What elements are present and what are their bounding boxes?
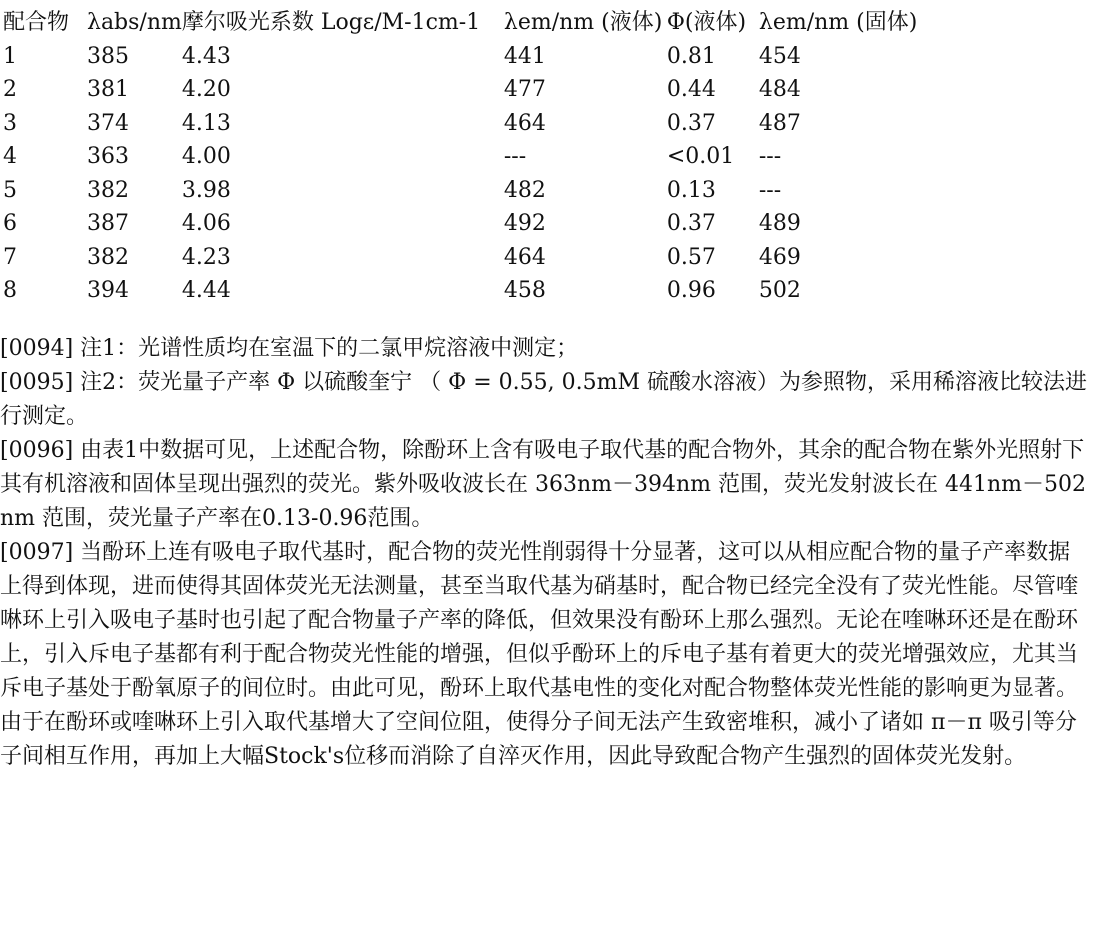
cell-quantum-yield: 0.37 [666,110,716,136]
cell-complex: 1 [3,43,17,69]
cell-absorption: 381 [87,77,129,102]
paragraph-text: 当酚环上连有吸电子取代基时，配合物的荧光性削弱得十分显著，这可以从相应配合物的量子产率数据上得到体现，进而使得其固体荧光无法测量，甚至当取代基为硝基时，配合物已经完全没有了荧光性能。尽管喹啉环上引入吸电子基时也引起了配合物量子产率的降低，但效果没有酚环上那么强烈。无论在喹啉环还是在酚环上，引入斥电子基都有利于配合物荧光性能的增强，但似乎酚环上的斥电子基有着更大的荧光增强效应，尤其当斥电子基处于酚氧原子的间位时。由此可见，酚环上取代基电性的变化对配合物整体荧光性能的影响更为显著。由于在酚环或喹啉环上引入取代基增大了空间位阻，使得分子间无法产生致密堆积，减小了诸如 π－π 吸引等分子间相互作用，再加上大幅Stock's位移而消除了自淬灭作用，因此导致配合物产生强烈的固体荧光发射。 [0,540,1079,769]
cell-absorption: 363 [87,144,129,169]
cell-log-epsilon: 4.44 [181,278,231,303]
header-emission-liquid: λem/nm (液体) [503,10,663,35]
cell-emission-solid: 487 [758,110,801,136]
cell-complex: 3 [3,110,17,136]
cell-complex: 8 [3,278,17,303]
cell-absorption: 394 [87,278,129,303]
cell-complex: 6 [3,211,17,236]
cell-emission-liquid: 477 [503,77,546,102]
paragraph-number: [0097] [0,540,74,565]
table-row [0,140,917,174]
cell-emission-liquid: 492 [503,211,546,236]
cell-emission-liquid: 458 [503,278,546,303]
photophysical-data-table [0,6,917,308]
header-molar-absorptivity: 摩尔吸光系数 Logε/M-1cm-1 [181,10,481,35]
paragraph-number: [0096] [0,438,74,463]
cell-log-epsilon: 4.13 [181,110,231,136]
cell-log-epsilon: 3.98 [181,177,231,203]
cell-absorption: 374 [87,110,129,136]
cell-emission-solid: 469 [758,244,801,270]
table-row [0,274,917,308]
cell-quantum-yield: 0.96 [666,278,716,303]
cell-complex: 2 [3,77,17,102]
cell-complex: 7 [3,244,17,270]
cell-quantum-yield: <0.01 [666,144,735,169]
cell-emission-solid: 454 [758,43,801,69]
paragraph-0096 [0,434,1092,536]
header-emission-solid: λem/nm (固体) [758,10,918,35]
cell-log-epsilon: 4.20 [181,77,231,102]
cell-emission-liquid: --- [503,144,527,169]
notes-section [0,332,1092,774]
cell-absorption: 385 [87,43,129,69]
cell-emission-liquid: 441 [503,43,546,69]
cell-quantum-yield: 0.57 [666,244,716,270]
cell-emission-liquid: 464 [503,110,546,136]
table-row [0,40,917,74]
cell-emission-solid: 484 [758,77,801,102]
cell-quantum-yield: 0.44 [666,77,716,102]
paragraph-0094 [0,332,1092,366]
cell-absorption: 382 [87,177,129,203]
table-header [0,6,917,40]
cell-emission-solid: 502 [758,278,801,303]
table-row [0,73,917,107]
table-row [0,207,917,241]
cell-log-epsilon: 4.06 [181,211,231,236]
paragraph-text: 由表1中数据可见，上述配合物，除酚环上含有吸电子取代基的配合物外，其余的配合物在紫外光照射下其有机溶液和固体呈现出强烈的荧光。紫外吸收波长在 363nm－394nm 范围，荧光发射波长在 441nm－502nm 范围，荧光量子产率在0.13-0.96范围。 [0,438,1087,531]
table-row [0,107,917,141]
cell-quantum-yield: 0.13 [666,177,716,203]
cell-log-epsilon: 4.23 [181,244,231,270]
table-row [0,174,917,208]
cell-complex: 5 [3,177,17,203]
header-quantum-yield-liquid: Φ(液体) [666,10,747,35]
cell-log-epsilon: 4.00 [181,144,231,169]
header-complex: 配合物 [3,10,70,35]
table-row [0,241,917,275]
paragraph-text: 注1：光谱性质均在室温下的二氯甲烷溶液中测定； [80,336,579,361]
cell-log-epsilon: 4.43 [181,43,231,69]
paragraph-number: [0095] [0,370,74,395]
cell-emission-solid: --- [758,144,782,169]
cell-quantum-yield: 0.81 [666,43,716,69]
cell-emission-liquid: 464 [503,244,546,270]
header-absorption-wavelength: λabs/nm [87,10,182,35]
paragraph-number: [0094] [0,336,74,361]
cell-absorption: 387 [87,211,129,236]
cell-emission-liquid: 482 [503,177,546,203]
table-body [0,40,917,308]
paragraph-0097 [0,536,1092,774]
cell-absorption: 382 [87,244,129,270]
cell-complex: 4 [3,144,17,169]
cell-quantum-yield: 0.37 [666,211,716,236]
cell-emission-solid: --- [758,177,782,203]
paragraph-0095 [0,366,1092,434]
cell-emission-solid: 489 [758,211,801,236]
table-header-row [0,6,917,40]
paragraph-text: 注2：荧光量子产率 Φ 以硫酸奎宁 （ Φ = 0.55, 0.5mM 硫酸水溶液）为参照物，采用稀溶液比较法进行测定。 [0,370,1087,429]
